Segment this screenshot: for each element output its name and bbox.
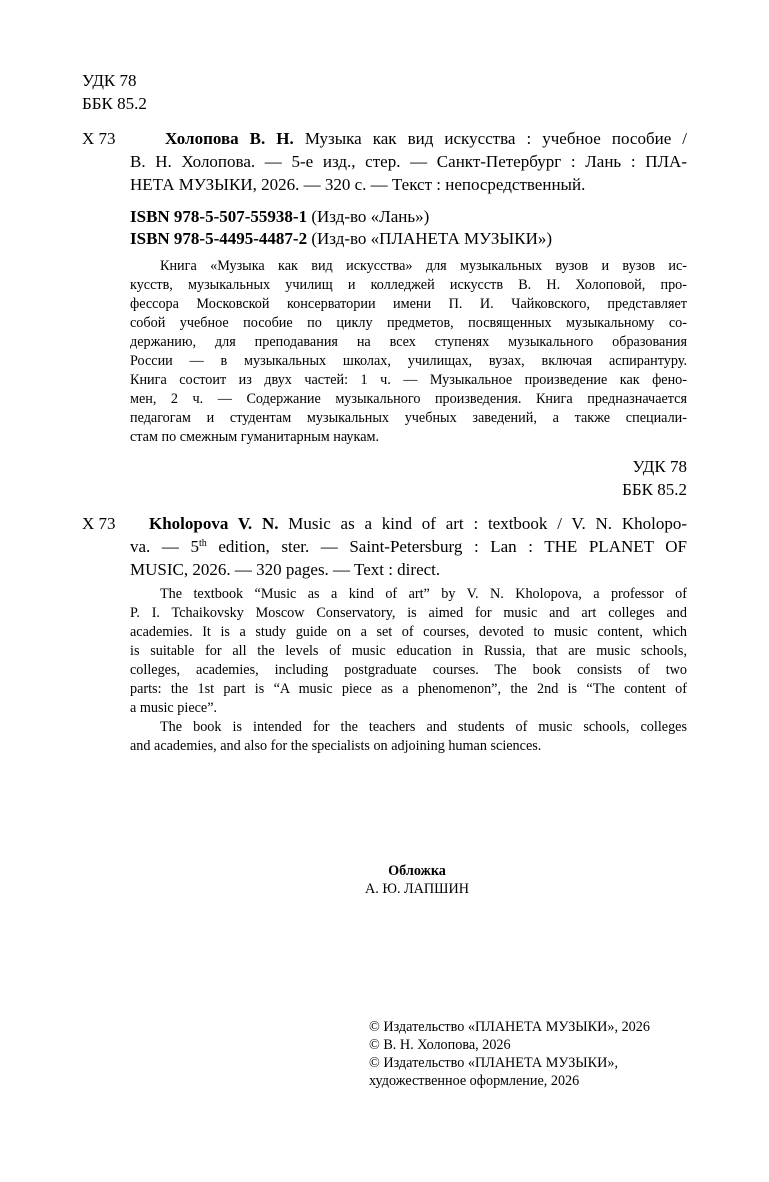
copyright-line: © В. Н. Холопова, 2026 [369,1037,511,1053]
isbn-lan-number: ISBN 978-5-507-55938-1 [130,207,308,226]
en-author: Kholopova V. N. [149,514,279,533]
en-abstract-line: The textbook “Music as a kind of art” by V. N. Kholopova, a professor of [160,586,687,602]
isbn-planeta [130,228,552,250]
ru-abstract-line: мен, 2 ч. — Содержание музыкального произведения. Книга предназначается [130,391,687,407]
isbn-lan-publisher: (Изд-во «Лань») [311,207,430,226]
ru-abstract-line: кусств, музыкальных училищ и колледжей искусств В. Н. Холоповой, про- [130,277,687,293]
ru-entry-line-2: В. Н. Холопова. — 5-е изд., стер. — Санкт-Петербург : Лань : ПЛА- [130,152,687,171]
en-abstract-line: a music piece”. [130,700,218,716]
en-abstract-line: The book is intended for the teachers and students of music schools, colleges [160,719,687,735]
en-entry-line-1 [149,513,687,535]
ru-abstract-line: России — в музыкальных школах, училищах, вузах, включая аспирантуру. [130,353,687,369]
copyright-line: © Издательство «ПЛАНЕТА МУЗЫКИ», 2026 [369,1019,650,1035]
ru-abstract-line: Книга состоит из двух частей: 1 ч. — Музыкальное произведение как фено- [130,372,687,388]
en-abstract-line: colleges, academies, including postgraduate courses. The book consists of two [130,662,687,678]
ru-abstract-line: держанию, для преподавания на всех ступенях музыкального образования [130,334,687,350]
ru-abstract-line: стам по смежным гуманитарным наукам. [130,429,380,445]
en-entry-code: Х 73 [82,514,116,533]
ru-entry-line-3: НЕТА МУЗЫКИ, 2026. — 320 с. — Текст : непосредственный. [130,175,586,194]
en-title: Music as a kind of art : textbook / V. N. Kholopo- [288,514,687,533]
bbk-code-right: ББК 85.2 [622,480,687,499]
copyright-line: художественное оформление, 2026 [369,1073,580,1089]
ru-abstract-line: Книга «Музыка как вид искусства» для музыкальных вузов и вузов ис- [160,258,687,274]
ru-abstract-line: фессора Московской консерватории имени П. И. Чайковского, представляет [130,296,687,312]
en-entry-line-2 [130,536,687,558]
cover-label-text: Обложка [388,863,446,879]
cover-artist: А. Ю. ЛАПШИН [365,881,469,897]
en-edition-pre: va. — 5 [130,537,199,556]
en-edition-post: edition, ster. — Saint-Petersburg : Lan : THE PLANET OF [218,537,688,556]
en-abstract-line: P. I. Tchaikovsky Moscow Conservatory, is aimed for music and art colleges and [130,605,687,621]
en-abstract-line: is suitable for all the levels of music education in Russia, that are music schools, [130,643,687,659]
ru-abstract-line: педагогам и студентам музыкальных учебных заведений, а также специали- [130,410,687,426]
ru-entry-line-1 [165,128,687,150]
en-entry-line-3: MUSIC, 2026. — 320 pages. — Text : direct. [130,560,441,579]
isbn-planeta-number: ISBN 978-5-4495-4487-2 [130,229,308,248]
en-abstract-line: parts: the 1st part is “A music piece as a phenomenon”, the 2nd is “The content of [130,681,687,697]
cover-label [310,862,524,881]
copyright-line: © Издательство «ПЛАНЕТА МУЗЫКИ», [369,1055,619,1071]
ru-author: Холопова В. Н. [165,129,294,148]
ru-abstract-line: собой учебное пособие по циклу предметов, посвященных музыкальному со- [130,315,687,331]
isbn-lan [130,206,429,228]
udk-code: УДК 78 [82,71,137,90]
ru-title: Музыка как вид искусства : учебное пособие / [304,129,688,148]
ru-entry-code: Х 73 [82,129,116,148]
en-abstract-line: academies. It is a study guide on a set of courses, devoted to music content, which [130,624,687,640]
bbk-code: ББК 85.2 [82,94,147,113]
udk-code-right: УДК 78 [632,457,687,476]
en-edition-sup: th [198,538,207,549]
en-abstract-line: and academies, and also for the specialists on adjoining human sciences. [130,738,542,754]
isbn-planeta-publisher: (Изд-во «ПЛАНЕТА МУЗЫКИ») [311,229,553,248]
